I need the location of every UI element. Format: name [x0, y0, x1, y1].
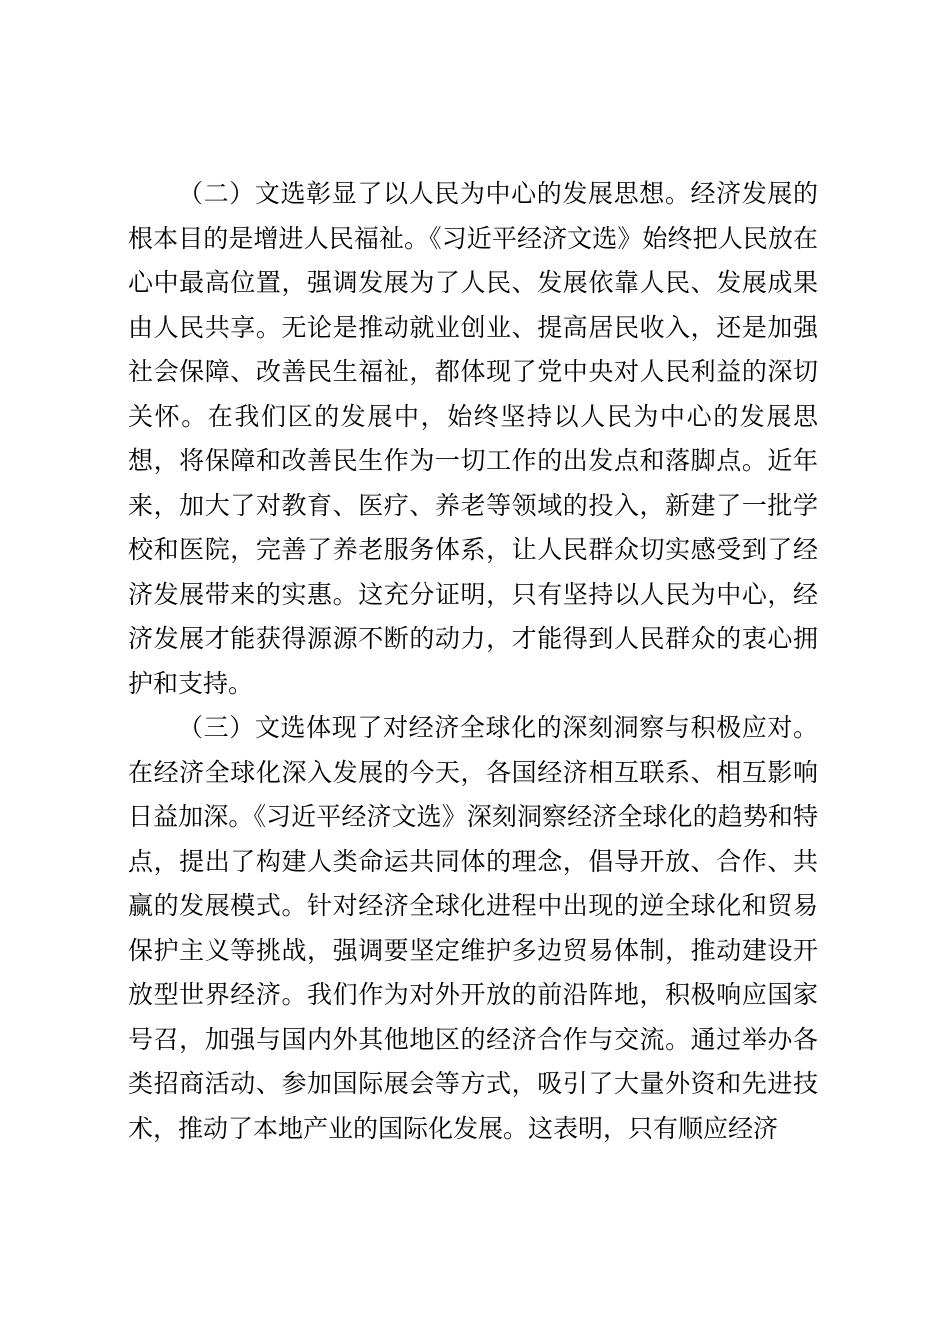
document-body	[128, 172, 818, 1151]
paragraph-3: （三）文选体现了对经济全球化的深刻洞察与积极应对。在经济全球化深入发展的今天，各国经济相互联系、相互影响日益加深。《习近平经济文选》深刻洞察经济全球化的趋势和特点，提出了构建人类命运共同体的理念，倡导开放、合作、共赢的发展模式。针对经济全球化进程中出现的逆全球化和贸易保护主义等挑战，强调要坚定维护多边贸易体制，推动建设开放型世界经济。我们作为对外开放的前沿阵地，积极响应国家号召，加强与国内外其他地区的经济合作与交流。通过举办各类招商活动、参加国际展会等方式，吸引了大量外资和先进技术，推动了本地产业的国际化发展。这表明，只有顺应经济	[128, 713, 818, 1143]
paragraph-2: （二）文选彰显了以人民为中心的发展思想。经济发展的根本目的是增进人民福祉。《习近平经济文选》始终把人民放在心中最高位置，强调发展为了人民、发展依靠人民、发展成果由人民共享。无论是推动就业创业、提高居民收入，还是加强社会保障、改善民生福祉，都体现了党中央对人民利益的深切关怀。在我们区的发展中，始终坚持以人民为中心的发展思想，将保障和改善民生作为一切工作的出发点和落脚点。近年来，加大了对教育、医疗、养老等领域的投入，新建了一批学校和医院，完善了养老服务体系，让人民群众切实感受到了经济发展带来的实惠。这充分证明，只有坚持以人民为中心，经济发展才能获得源源不断的动力，才能得到人民群众的衷心拥护和支持。	[128, 179, 818, 698]
